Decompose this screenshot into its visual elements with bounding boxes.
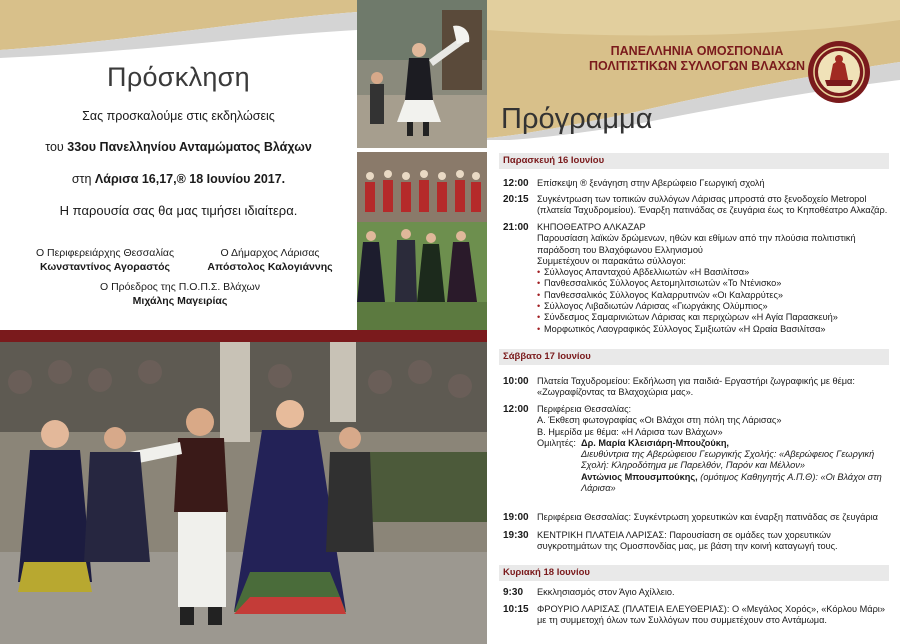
day-header-friday: Παρασκευή 16 Ιουνίου — [499, 153, 889, 169]
invitation-line-4: Η παρουσία σας θα μας τιμήσει ιδιαίτερα. — [59, 203, 298, 218]
invitation-line-3: στη Λάρισα 16,17,® 18 Ιουνίου 2017. — [71, 172, 286, 186]
programme-title: Πρόγραμμα — [501, 103, 653, 135]
invitation-panel — [0, 0, 357, 330]
dancer-top-photo — [357, 0, 487, 148]
event-friday-2100: 21:00 ΚΗΠΟΘΕΑΤΡΟ ΑΛΚΑΖΑΡ Παρουσίαση λαϊκών δρώμενων, ηθών και εθίμων από την πλούσια πολιτιστική παράδοση του Βλαχόφωνου Ελληνισμού Συμμετέχουν οι παρακάτω σύλλογοι: • Σύλλογος Απανταχού Αβδελλιωτών «Η Βασιλίτσα» • Πανθεσσαλικός Σύλλογος Αετομηλιτσιωτών «Το Ντένισκο» • Πανθεσσαλικός Σύλλογος Καλαρρυτινών «Οι Καλαρρύτες» • Σύλλογος Λιβαδιωτών Λάρισας «Γιωργάκης Ολύμπιος» • Σύνδεσμος Σαμαρινιώτων Λάρισας και περιχώρων «Η Αγία Παρασκευή» • Μορφωτικός Λαογραφικός Σύλλογος Σμιξιωτών «Η Ωραία Βασιλίτσα» — [499, 222, 891, 335]
event-friday-2015: 20:15 Συγκέντρωση των τοπικών συλλόγων Λάρισας μπροστά στο ξενοδοχείο Metropol (πλατεία Ταχυδρομείου). Έναρξη πατινάδας σε ζευγάρια έως το Κηποθέατρο Αλκαζάρ. — [503, 194, 888, 216]
invitation-line-2: του 33ου Πανελληνίου Ανταμώματος Βλάχων — [45, 140, 312, 154]
participant-item: • Σύλλογος Λιβαδιωτών Λάρισας «Γιωργάκης Ολύμπιος» — [537, 301, 891, 312]
event-saturday-1930: 19:30 ΚΕΝΤΡΙΚΗ ΠΛΑΤΕΙΑ ΛΑΡΙΣΑΣ: Παρουσίαση σε ομάδες των χορευτικών συγκροτημάτων της Ομοσπονδίας μας, με βάση την κοινή καταγωγή τους. — [503, 530, 838, 552]
signatory-president: Ο Πρόεδρος της Π.Ο.Π.Σ. Βλάχων Μιχάλης Μαγειρίας — [99, 281, 260, 307]
event-saturday-1000: 10:00 Πλατεία Ταχυδρομείου: Εκδήλωση για παιδιά- Εργαστήρι ζωγραφικής με θέμα: «Ζωγραφίζοντας τα Βλαχοχώρια μας». — [503, 376, 855, 398]
maroon-divider-bar — [0, 330, 487, 342]
participant-item: • Μορφωτικός Λαογραφικός Σύλλογος Σμιξιωτών «Η Ωραία Βασιλίτσα» — [537, 324, 891, 335]
programme-panel — [487, 0, 900, 644]
event-saturday-1900: 19:00 Περιφέρεια Θεσσαλίας: Συγκέντρωση χορευτικών και έναρξη πατινάδας σε ζευγάρια — [503, 512, 878, 523]
day-header-sunday: Κυριακή 18 Ιουνίου — [499, 565, 889, 581]
signatory-mayor: Ο Δήμαρχος Λάρισας Απόστολος Καλογιάννης — [207, 247, 333, 273]
participant-item: • Σύνδεσμος Σαμαρινιώτων Λάρισας και περιχώρων «Η Αγία Παρασκευή» — [537, 312, 891, 323]
event-saturday-1200: 12:00 Περιφέρεια Θεσσαλίας: Α. Έκθεση φωτογραφίας «Οι Βλάχοι στη πόλη της Λάρισας» Β. Ημερίδα με θέμα: «Η Λάρισα των Βλάχων» Ομιλητές: Δρ. Μαρία Κλεισιάρη-Μπουζούκη, Διευθύντρια της Αβερώφειου Γεωργικής Σχολής: «Αβερώφειος Γεωργική Σχολή: Κληροδότημα με Παρελθόν, Παρόν και Μέλλον» Αντώνιος Μπουσμπούκης, (ομότιμος Καθηγητής Α.Π.Θ): «Οι Βλάχοι στη Λάρισα» — [503, 404, 882, 494]
event-friday-1200: 12:00 Επίσκεψη ® ξενάγηση στην Αβερώφειο Γεωργική σχολή — [503, 178, 765, 189]
federation-seal-icon — [807, 40, 871, 104]
day-header-saturday: Σάββατο 17 Ιουνίου — [499, 349, 889, 365]
invitation-line-1: Σας προσκαλούμε στις εκδηλώσεις — [82, 109, 275, 123]
dance-group-photo — [357, 152, 487, 330]
federation-name: ΠΑΝΕΛΛΗΝΙΑ ΟΜΟΣΠΟΝΔΙΑ ΠΟΛΙΤΙΣΤΙΚΩΝ ΣΥΛΛΟΓΩΝ ΒΛΑΧΩΝ — [588, 44, 806, 73]
event-sunday-0930: 9:30 Εκκλησιασμός στον Άγιο Αχίλλειο. — [503, 587, 675, 598]
event-sunday-1015: 10:15 ΦΡΟΥΡΙΟ ΛΑΡΙΣΑΣ (ΠΛΑΤΕΙΑ ΕΛΕΥΘΕΡΙΑΣ): Ο «Μεγάλος Χορός», «Κόρλου Μάρι» με τη συμμετοχή όλων των Συλλόγων που συμμετέχουν στο Αντάμωμα. — [503, 604, 885, 626]
signatory-regional-governor: Ο Περιφερειάρχης Θεσσαλίας Κωνσταντίνος Αγοραστός — [35, 247, 175, 273]
dancers-large-photo — [0, 342, 487, 644]
participant-item: • Σύλλογος Απανταχού Αβδελλιωτών «Η Βασιλίτσα» — [537, 267, 891, 278]
invitation-title: Πρόσκληση — [107, 62, 250, 92]
participant-item: • Πανθεσσαλικός Σύλλογος Αετομηλιτσιωτών «Το Ντένισκο» — [537, 278, 891, 289]
participant-item: • Πανθεσσαλικός Σύλλογος Καλαρρυτινών «Οι Καλαρρύτες» — [537, 290, 891, 301]
